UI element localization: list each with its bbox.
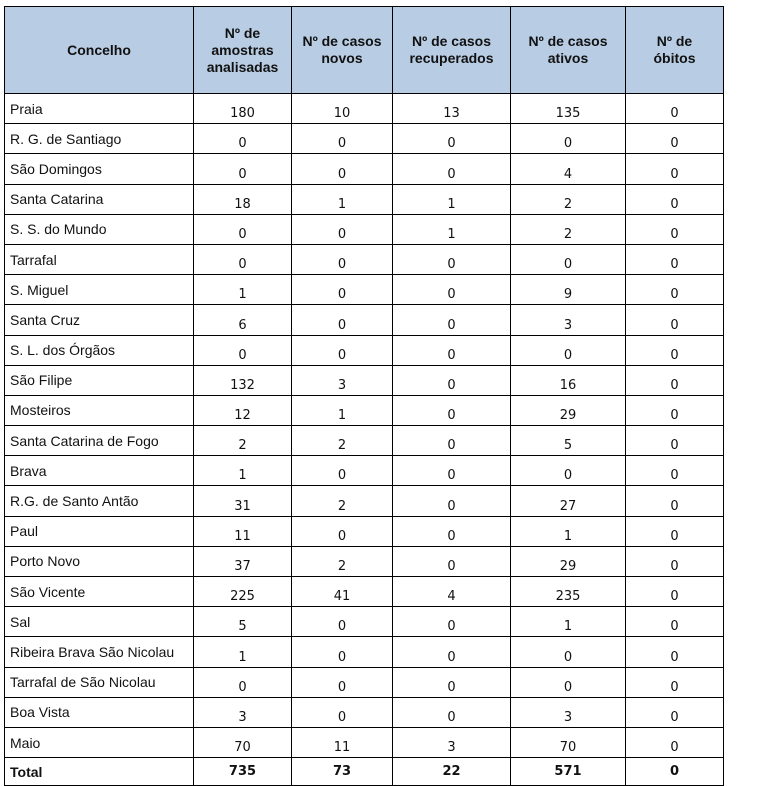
- cell-amostras: 0: [194, 214, 292, 244]
- cell-casos-recuperados: 0: [393, 305, 511, 335]
- cell-casos-novos: 73: [292, 758, 393, 786]
- cell-casos-recuperados: 0: [393, 637, 511, 667]
- cell-casos-novos: 0: [292, 516, 393, 546]
- cell-obitos: 0: [626, 275, 724, 305]
- cell-casos-ativos: 135: [511, 94, 626, 124]
- cell-casos-novos: 2: [292, 426, 393, 456]
- cell-casos-ativos: 16: [511, 365, 626, 395]
- cell-concelho: R. G. de Santiago: [5, 124, 194, 154]
- table-row: [5, 124, 724, 154]
- cell-casos-ativos: 1: [511, 516, 626, 546]
- cell-casos-novos: 0: [292, 214, 393, 244]
- header-casos-novos: [292, 7, 393, 94]
- cell-casos-recuperados: 0: [393, 244, 511, 274]
- cell-concelho: Total: [5, 758, 194, 786]
- cell-obitos: 0: [626, 426, 724, 456]
- cell-obitos: 0: [626, 577, 724, 607]
- cell-amostras: 18: [194, 184, 292, 214]
- cell-obitos: 0: [626, 727, 724, 757]
- cell-casos-ativos: 1: [511, 607, 626, 637]
- cell-concelho: R.G. de Santo Antão: [5, 486, 194, 516]
- cell-amostras: 3: [194, 697, 292, 727]
- cell-casos-ativos: 0: [511, 456, 626, 486]
- cell-obitos: 0: [626, 365, 724, 395]
- cell-casos-recuperados: 0: [393, 426, 511, 456]
- header-line: óbitos: [653, 50, 696, 66]
- cell-casos-recuperados: 1: [393, 184, 511, 214]
- table-row: [5, 244, 724, 274]
- table-row: [5, 697, 724, 727]
- table-row: [5, 546, 724, 576]
- cell-obitos: 0: [626, 395, 724, 425]
- cell-casos-recuperados: 0: [393, 546, 511, 576]
- header-line: Nº de: [224, 24, 261, 41]
- cell-casos-novos: 1: [292, 184, 393, 214]
- cell-amostras: 1: [194, 275, 292, 305]
- cell-casos-novos: 0: [292, 244, 393, 274]
- covid-table-container: [4, 6, 724, 786]
- cell-casos-ativos: 571: [511, 758, 626, 786]
- table-row: [5, 184, 724, 214]
- cell-obitos: 0: [626, 184, 724, 214]
- table-row: [5, 486, 724, 516]
- table-row: [5, 365, 724, 395]
- cell-casos-recuperados: 3: [393, 727, 511, 757]
- table-row: [5, 275, 724, 305]
- cell-casos-novos: 0: [292, 697, 393, 727]
- cell-concelho: Ribeira Brava São Nicolau: [5, 637, 194, 667]
- table-row: [5, 727, 724, 757]
- header-line: ativos: [547, 50, 589, 66]
- cell-casos-ativos: 27: [511, 486, 626, 516]
- cell-casos-novos: 2: [292, 486, 393, 516]
- cell-concelho: S. Miguel: [5, 275, 194, 305]
- cell-concelho: Maio: [5, 727, 194, 757]
- cell-obitos: 0: [626, 486, 724, 516]
- cell-concelho: Paul: [5, 516, 194, 546]
- cell-amostras: 225: [194, 577, 292, 607]
- table-row: [5, 426, 724, 456]
- cell-casos-ativos: 0: [511, 124, 626, 154]
- cell-amostras: 37: [194, 546, 292, 576]
- cell-obitos: 0: [626, 697, 724, 727]
- cell-concelho: S. S. do Mundo: [5, 214, 194, 244]
- cell-casos-novos: 11: [292, 727, 393, 757]
- cell-concelho: Praia: [5, 94, 194, 124]
- cell-casos-ativos: 2: [511, 184, 626, 214]
- cell-casos-recuperados: 13: [393, 94, 511, 124]
- header-concelho: [5, 7, 194, 94]
- cell-obitos: 0: [626, 154, 724, 184]
- cell-concelho: São Vicente: [5, 577, 194, 607]
- cell-casos-ativos: 29: [511, 395, 626, 425]
- cell-casos-novos: 0: [292, 667, 393, 697]
- cell-casos-novos: 2: [292, 546, 393, 576]
- cell-casos-novos: 0: [292, 275, 393, 305]
- header-line: analisadas: [206, 58, 279, 75]
- table-row: [5, 214, 724, 244]
- cell-concelho: Santa Cruz: [5, 305, 194, 335]
- cell-obitos: 0: [626, 305, 724, 335]
- cell-amostras: 0: [194, 244, 292, 274]
- cell-amostras: 0: [194, 335, 292, 365]
- covid-cases-table: [4, 6, 724, 786]
- cell-concelho: Boa Vista: [5, 697, 194, 727]
- cell-casos-novos: 41: [292, 577, 393, 607]
- cell-obitos: 0: [626, 758, 724, 786]
- cell-obitos: 0: [626, 667, 724, 697]
- header-casos-recuperados: [393, 7, 511, 94]
- cell-concelho: Porto Novo: [5, 546, 194, 576]
- header-obitos: [626, 7, 724, 94]
- cell-casos-ativos: 3: [511, 697, 626, 727]
- cell-casos-ativos: 29: [511, 546, 626, 576]
- cell-casos-recuperados: 0: [393, 335, 511, 365]
- cell-casos-recuperados: 0: [393, 607, 511, 637]
- cell-casos-novos: 10: [292, 94, 393, 124]
- cell-casos-recuperados: 4: [393, 577, 511, 607]
- table-row: [5, 607, 724, 637]
- cell-casos-ativos: 0: [511, 335, 626, 365]
- cell-casos-novos: 0: [292, 124, 393, 154]
- cell-casos-ativos: 4: [511, 154, 626, 184]
- header-line: Nº de: [656, 33, 693, 49]
- cell-casos-novos: 0: [292, 607, 393, 637]
- header-row: [5, 7, 724, 94]
- cell-amostras: 735: [194, 758, 292, 786]
- cell-casos-recuperados: 0: [393, 124, 511, 154]
- cell-casos-recuperados: 0: [393, 456, 511, 486]
- cell-casos-ativos: 235: [511, 577, 626, 607]
- table-body: [5, 94, 724, 786]
- header-amostras: [194, 7, 292, 94]
- cell-amostras: 6: [194, 305, 292, 335]
- cell-obitos: 0: [626, 214, 724, 244]
- cell-casos-recuperados: 0: [393, 516, 511, 546]
- cell-obitos: 0: [626, 607, 724, 637]
- cell-concelho: São Filipe: [5, 365, 194, 395]
- cell-casos-recuperados: 0: [393, 697, 511, 727]
- cell-amostras: 12: [194, 395, 292, 425]
- cell-casos-novos: 0: [292, 305, 393, 335]
- cell-concelho: S. L. dos Órgãos: [5, 335, 194, 365]
- cell-obitos: 0: [626, 546, 724, 576]
- cell-amostras: 31: [194, 486, 292, 516]
- table-row: [5, 94, 724, 124]
- cell-obitos: 0: [626, 244, 724, 274]
- cell-obitos: 0: [626, 637, 724, 667]
- cell-amostras: 11: [194, 516, 292, 546]
- header-line: Nº de casos: [302, 33, 382, 49]
- cell-obitos: 0: [626, 456, 724, 486]
- header-line: recuperados: [409, 50, 494, 66]
- cell-casos-novos: 3: [292, 365, 393, 395]
- cell-amostras: 0: [194, 124, 292, 154]
- cell-concelho: Brava: [5, 456, 194, 486]
- cell-casos-novos: 1: [292, 395, 393, 425]
- cell-amostras: 132: [194, 365, 292, 395]
- cell-casos-recuperados: 0: [393, 275, 511, 305]
- header-line: Nº de casos: [411, 33, 492, 49]
- table-row: [5, 335, 724, 365]
- cell-amostras: 0: [194, 154, 292, 184]
- cell-casos-ativos: 3: [511, 305, 626, 335]
- table-row: [5, 577, 724, 607]
- cell-casos-novos: 0: [292, 154, 393, 184]
- cell-casos-recuperados: 0: [393, 365, 511, 395]
- cell-casos-recuperados: 0: [393, 667, 511, 697]
- cell-casos-recuperados: 0: [393, 395, 511, 425]
- cell-casos-recuperados: 0: [393, 486, 511, 516]
- cell-obitos: 0: [626, 124, 724, 154]
- cell-obitos: 0: [626, 516, 724, 546]
- header-line: Concelho: [67, 41, 131, 58]
- cell-amostras: 5: [194, 607, 292, 637]
- header-line: novos: [321, 50, 363, 66]
- cell-amostras: 1: [194, 637, 292, 667]
- cell-casos-novos: 0: [292, 456, 393, 486]
- cell-concelho: Tarrafal: [5, 244, 194, 274]
- cell-concelho: Mosteiros: [5, 395, 194, 425]
- cell-amostras: 1: [194, 456, 292, 486]
- table-row: [5, 395, 724, 425]
- cell-obitos: 0: [626, 335, 724, 365]
- cell-casos-recuperados: 0: [393, 154, 511, 184]
- cell-casos-ativos: 9: [511, 275, 626, 305]
- cell-amostras: 70: [194, 727, 292, 757]
- cell-concelho: Tarrafal de São Nicolau: [5, 667, 194, 697]
- table-row: [5, 637, 724, 667]
- total-row: [5, 758, 724, 786]
- cell-casos-ativos: 0: [511, 637, 626, 667]
- cell-concelho: São Domingos: [5, 154, 194, 184]
- cell-casos-ativos: 5: [511, 426, 626, 456]
- cell-concelho: Sal: [5, 607, 194, 637]
- cell-casos-novos: 0: [292, 335, 393, 365]
- table-row: [5, 667, 724, 697]
- cell-casos-ativos: 0: [511, 244, 626, 274]
- cell-amostras: 0: [194, 667, 292, 697]
- header-line: Nº de casos: [528, 33, 608, 49]
- table-row: [5, 305, 724, 335]
- header-line: amostras: [211, 41, 274, 58]
- header-casos-ativos: [511, 7, 626, 94]
- cell-casos-ativos: 2: [511, 214, 626, 244]
- cell-obitos: 0: [626, 94, 724, 124]
- cell-casos-ativos: 0: [511, 667, 626, 697]
- cell-casos-recuperados: 22: [393, 758, 511, 786]
- cell-amostras: 180: [194, 94, 292, 124]
- cell-casos-novos: 0: [292, 637, 393, 667]
- cell-casos-ativos: 70: [511, 727, 626, 757]
- table-row: [5, 154, 724, 184]
- table-row: [5, 516, 724, 546]
- cell-amostras: 2: [194, 426, 292, 456]
- cell-casos-recuperados: 1: [393, 214, 511, 244]
- cell-concelho: Santa Catarina: [5, 184, 194, 214]
- table-row: [5, 456, 724, 486]
- cell-concelho: Santa Catarina de Fogo: [5, 426, 194, 456]
